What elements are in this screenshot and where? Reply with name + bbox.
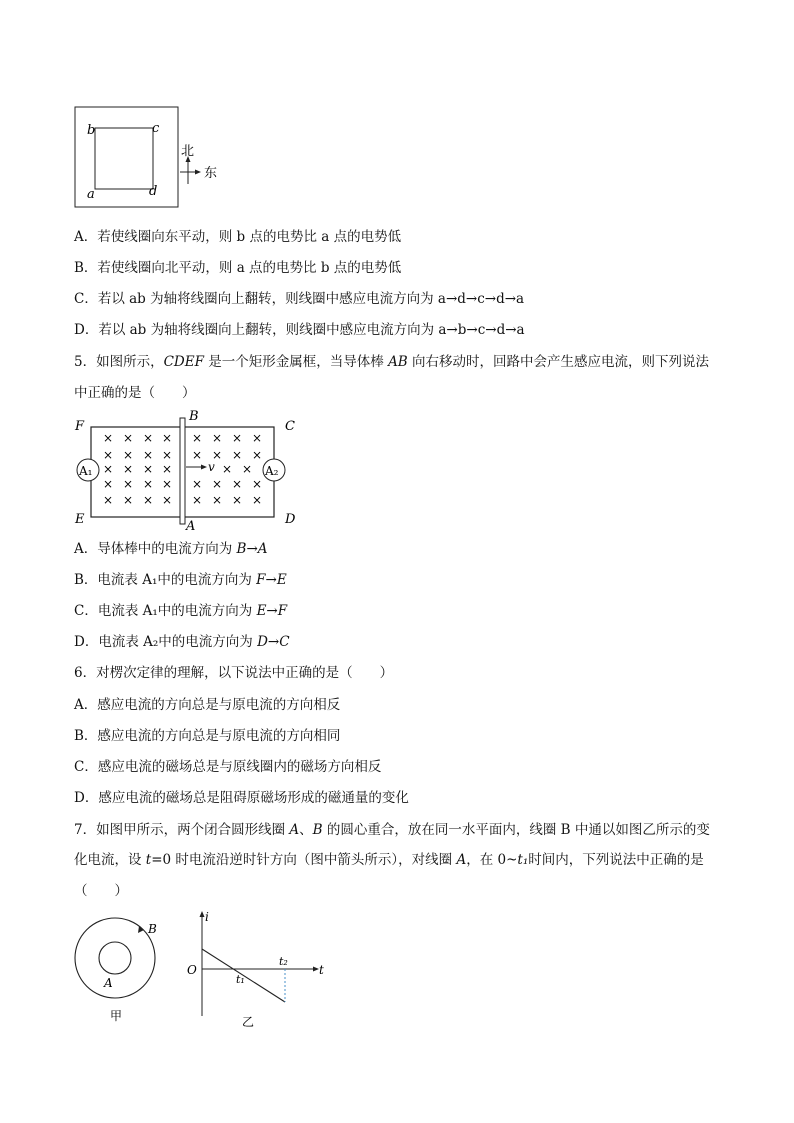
compass-north: 北 [181, 144, 195, 159]
q6-stem: 6．对楞次定律的理解，以下说法中正确的是（ ） [74, 665, 394, 681]
field-cross-icon: × [162, 493, 173, 507]
field-cross-icon: × [252, 493, 263, 507]
conducting-rod [180, 418, 185, 524]
q7-stem-text: 、 [299, 822, 313, 838]
q7-t1: t₁ [517, 852, 529, 868]
q5-option-value: F→E [256, 572, 287, 588]
q7-stem-text: ，在 0~ [466, 852, 518, 868]
q7-coil-a: A [456, 852, 467, 868]
q5-option-value: B→A [236, 541, 268, 557]
q7-stem-text: 的圆心重合，放在同一水平面内，线圈 B 中通以如图乙所示的变 [322, 822, 710, 838]
q6-option-c: C．感应电流的磁场总是与原线圈内的磁场方向相反 [74, 759, 382, 775]
q5-option-value: E→F [256, 603, 288, 619]
q5-option-d [74, 633, 290, 651]
field-cross-icon: × [123, 493, 134, 507]
q5-stem-text: 是一个矩形金属框，当导体棒 [203, 354, 389, 370]
t2-label: t₂ [279, 955, 288, 968]
field-cross-icon: × [143, 431, 154, 445]
q7-stem-text: 7．如图甲所示，两个闭合圆形线圈 [74, 822, 290, 838]
y-axis-label: i [205, 910, 209, 924]
compass-east: 东 [204, 166, 218, 181]
origin-label: O [187, 963, 197, 977]
field-cross-icon: × [143, 462, 154, 476]
field-cross-icon: × [162, 462, 173, 476]
coil-label-c: c [152, 121, 160, 136]
field-cross-icon: × [162, 448, 173, 462]
coil-label-a: a [87, 187, 95, 202]
ammeter-a2-label: A₂ [265, 464, 279, 478]
corner-d: D [285, 512, 296, 527]
field-cross-icon: × [103, 477, 114, 491]
q5-option-value: D→C [257, 634, 290, 650]
field-cross-icon: × [252, 431, 263, 445]
q7-coil-b: B [312, 822, 323, 838]
q5-stem-line2: 中正确的是（ ） [74, 385, 196, 401]
q5-stem-text: 向右移动时，回路中会产生感应电流，则下列说法 [407, 354, 710, 370]
q7-stem-text: =0 时电流沿逆时针方向（图中箭头所示），对线圈 [151, 852, 457, 868]
field-cross-icon: × [192, 493, 203, 507]
field-cross-icon: × [103, 493, 114, 507]
field-cross-icon: × [103, 431, 114, 445]
q7-stem-text: 时间内，下列说法中正确的是 [528, 852, 704, 868]
field-cross-icon: × [242, 462, 253, 476]
q7-stem-text: 化电流，设 [74, 852, 146, 868]
velocity-label: v [208, 460, 215, 474]
field-cross-icon: × [212, 431, 223, 445]
q5-stem-line1 [74, 353, 709, 371]
q4-option-b: B．若使线圈向北平动，则 a 点的电势比 b 点的电势低 [74, 260, 402, 276]
field-cross-icon: × [222, 462, 233, 476]
compass-icon [180, 144, 217, 184]
corner-e: E [75, 512, 85, 527]
concentric-coils-figure [70, 908, 170, 1026]
t1-label: t₁ [236, 973, 245, 986]
field-cross-icon: × [123, 462, 134, 476]
field-cross-icon: × [192, 477, 203, 491]
field-cross-icon: × [212, 493, 223, 507]
coil-a-label: A [104, 976, 113, 990]
corner-f: F [75, 419, 85, 434]
field-cross-icon: × [103, 462, 114, 476]
field-cross-icon: × [123, 477, 134, 491]
coil-label-d: d [149, 184, 158, 199]
q5-option-a [74, 540, 268, 558]
q7-stem-line2 [74, 851, 704, 869]
field-cross-icon: × [232, 431, 243, 445]
ammeter-a1-label: A₁ [79, 464, 93, 478]
field-cross-icon: × [232, 493, 243, 507]
field-cross-icon: × [232, 448, 243, 462]
field-cross-icon: × [192, 431, 203, 445]
field-cross-icon: × [123, 431, 134, 445]
q6-option-d: D．感应电流的磁场总是阻碍原磁场形成的磁通量的变化 [74, 790, 409, 806]
coil-b-label: B [148, 922, 157, 936]
q5-option-text: C．电流表 A₁中的电流方向为 [74, 603, 257, 619]
q7-stem-line3: （ ） [74, 883, 128, 899]
field-cross-icon: × [143, 448, 154, 462]
x-axis-label: t [319, 963, 324, 977]
field-cross-icon: × [212, 477, 223, 491]
figure-caption-yi: 乙 [242, 1015, 255, 1029]
field-cross-icon: × [143, 477, 154, 491]
field-cross-icon: × [123, 448, 134, 462]
y-axis-arrow-icon [200, 911, 205, 917]
rod-end-a: A [186, 519, 196, 532]
field-cross-icon: × [252, 448, 263, 462]
q7-time-var: t [145, 852, 152, 868]
field-cross-icon: × [212, 448, 223, 462]
rod-end-b: B [189, 409, 199, 424]
coil-figure [74, 106, 234, 210]
q7-coil-a: A [289, 822, 300, 838]
figure-caption-jia: 甲 [110, 1009, 123, 1023]
q4-option-a: A．若使线圈向东平动，则 b 点的电势比 a 点的电势低 [74, 229, 402, 245]
q5-rod-name: AB [388, 354, 408, 370]
q7-stem-line1 [74, 821, 710, 839]
q5-option-text: D．电流表 A₂中的电流方向为 [74, 634, 258, 650]
field-cross-icon: × [103, 448, 114, 462]
field-cross-icon: × [232, 477, 243, 491]
q5-frame-name: CDEF [163, 354, 204, 370]
current-time-graph [182, 908, 332, 1030]
velocity-arrow-icon [186, 465, 207, 470]
field-cross-icon: × [192, 448, 203, 462]
field-cross-icon: × [162, 477, 173, 491]
field-cross-icon: × [143, 493, 154, 507]
rail-circuit-figure [70, 408, 310, 532]
q6-option-b: B．感应电流的方向总是与原电流的方向相同 [74, 728, 341, 744]
field-cross-icon: × [162, 431, 173, 445]
q5-option-c [74, 602, 287, 620]
q5-option-text: B．电流表 A₁中的电流方向为 [74, 572, 257, 588]
q5-stem-text: 5．如图所示， [74, 354, 164, 370]
field-cross-icon: × [252, 477, 263, 491]
q5-option-text: A．导体棒中的电流方向为 [74, 541, 237, 557]
square-coil [95, 128, 153, 189]
q4-option-c: C．若以 ab 为轴将线圈向上翻转，则线圈中感应电流方向为 a→d→c→d→a [74, 291, 525, 307]
q4-option-d: D．若以 ab 为轴将线圈向上翻转，则线圈中感应电流方向为 a→b→c→d→a [74, 322, 525, 338]
corner-c: C [285, 419, 295, 434]
q6-option-a: A．感应电流的方向总是与原电流的方向相反 [74, 697, 341, 713]
q5-option-b [74, 571, 287, 589]
coil-label-b: b [87, 123, 96, 138]
coil-a-inner [99, 942, 131, 974]
